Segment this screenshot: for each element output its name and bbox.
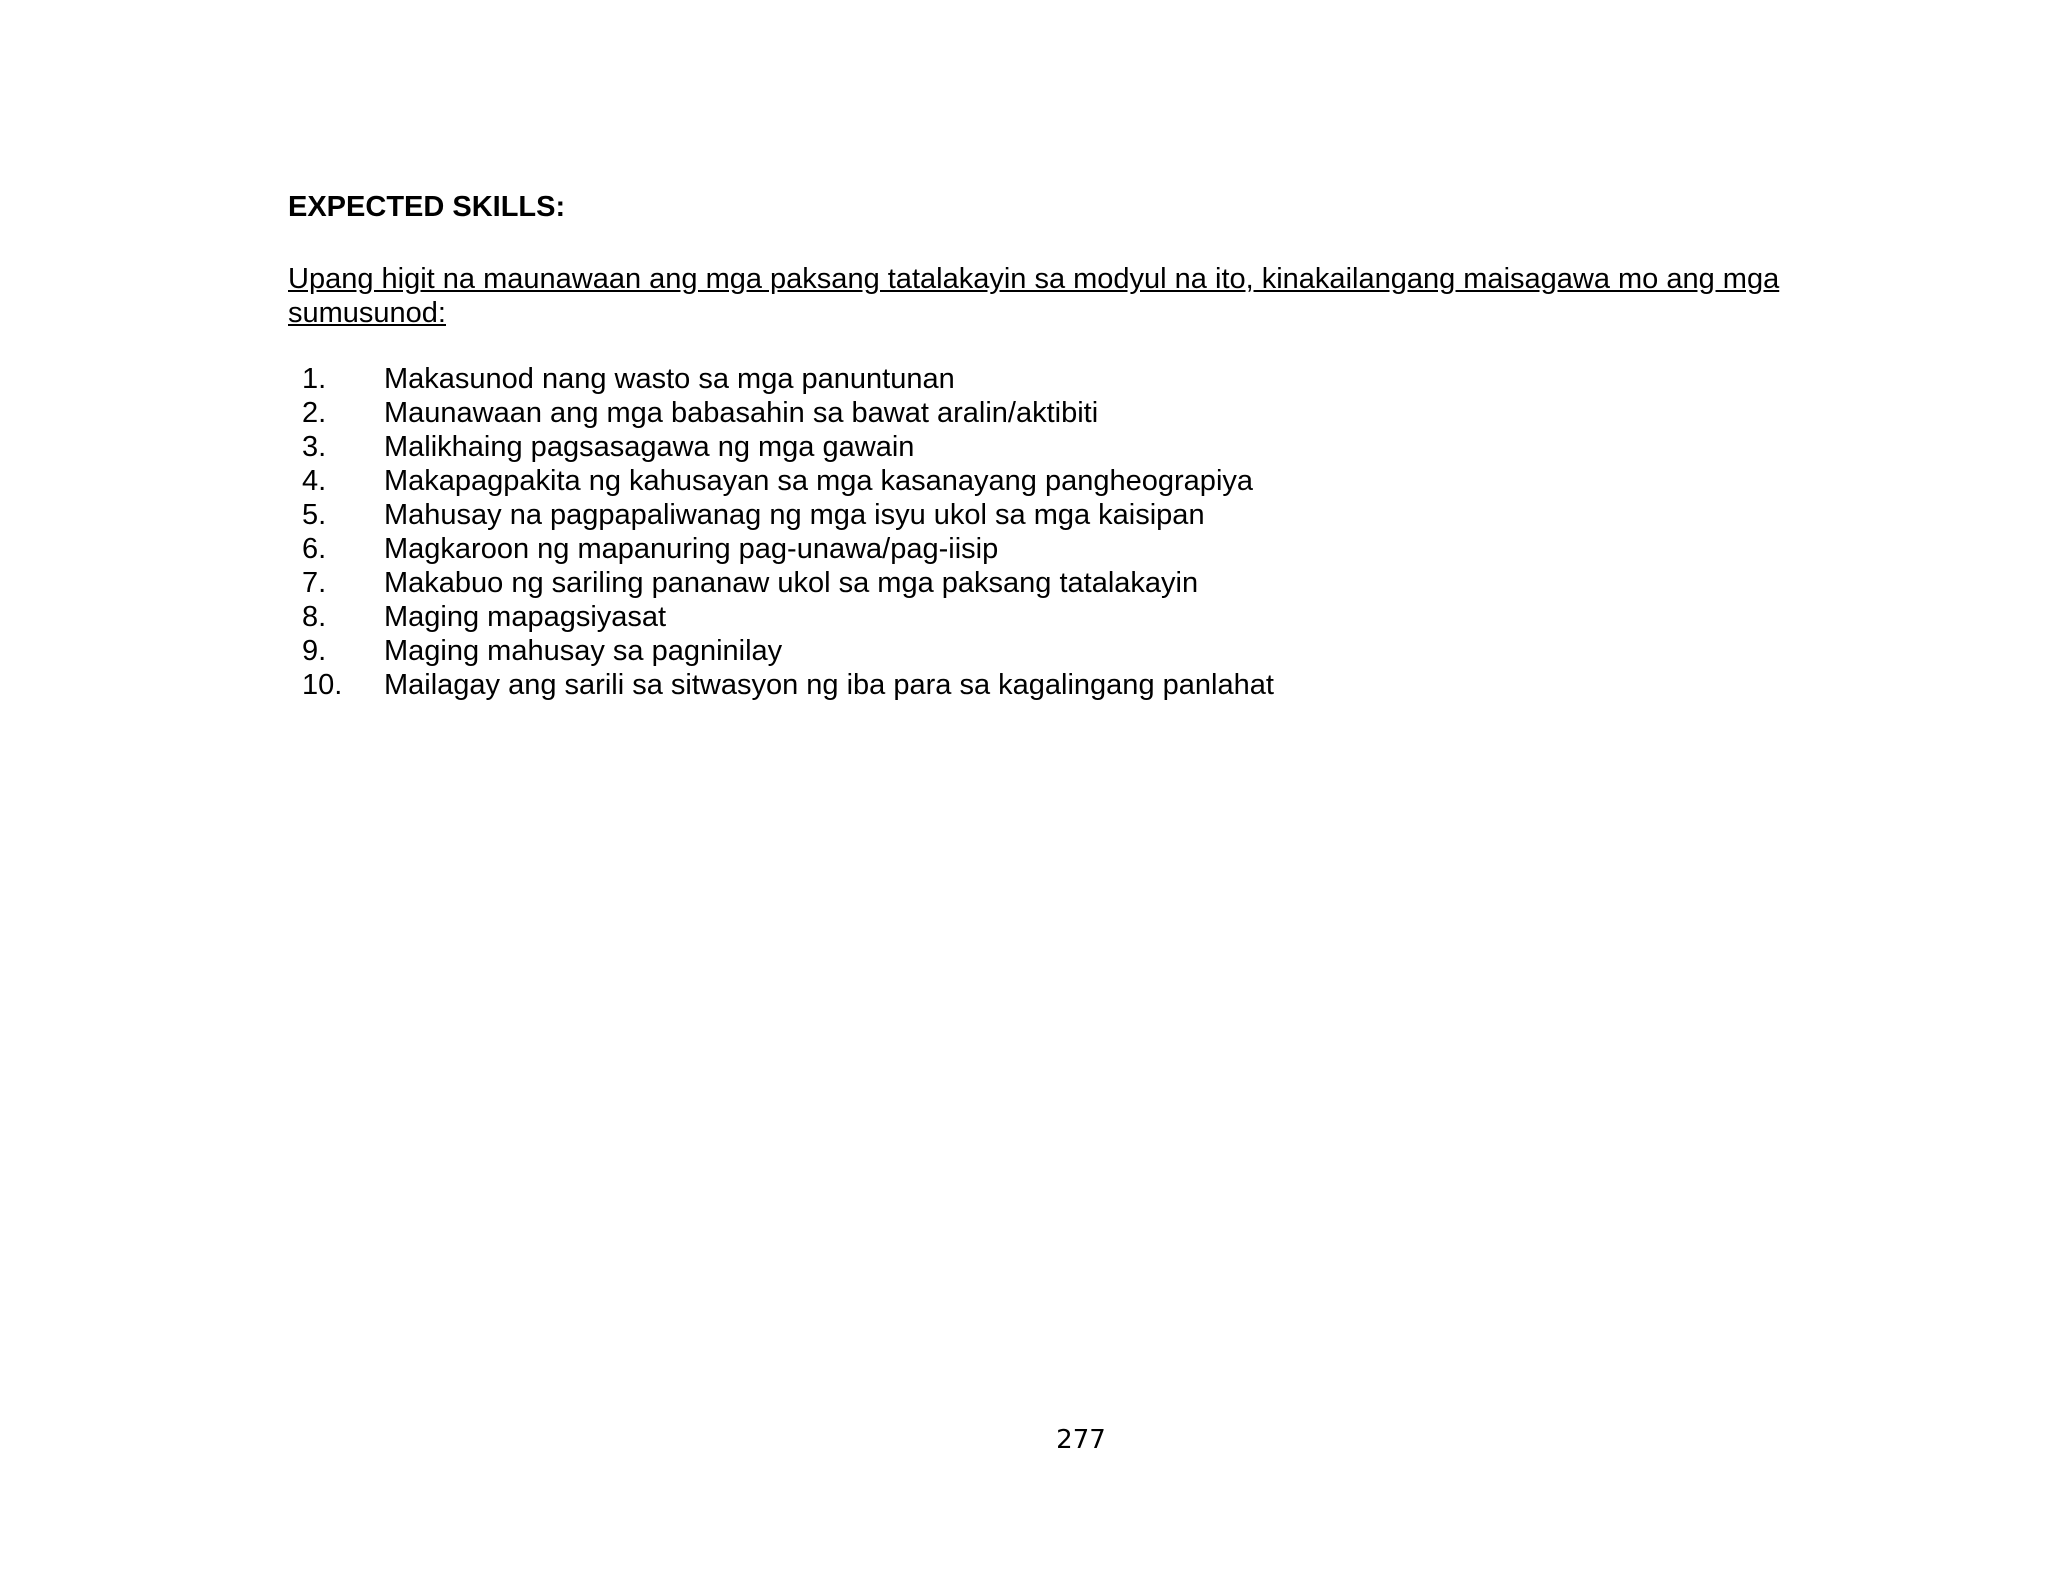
list-item-text: Mahusay na pagpapaliwanag ng mga isyu ukol sa mga kaisipan — [384, 499, 1205, 531]
list-item-text: Makasunod nang wasto sa mga panuntunan — [384, 363, 955, 395]
list-item — [288, 600, 1788, 634]
list-item-number: 3. — [302, 431, 327, 463]
list-item-number: 2. — [302, 397, 327, 429]
list-item-text: Mailagay ang sarili sa sitwasyon ng iba para sa kagalingang panlahat — [384, 669, 1274, 701]
list-item — [288, 668, 1788, 702]
list-item — [288, 430, 1788, 464]
list-item-number: 4. — [302, 465, 327, 497]
list-item-text: Magkaroon ng mapanuring pag-unawa/pag-iisip — [384, 533, 999, 565]
list-item — [288, 634, 1788, 668]
list-item — [288, 362, 1788, 396]
list-item-number: 8. — [302, 601, 327, 633]
skills-list — [288, 362, 1788, 702]
page-number: 277 — [1056, 1425, 1106, 1455]
list-item-number: 6. — [302, 533, 327, 565]
intro-paragraph: Upang higit na maunawaan ang mga paksang tatalakayin sa modyul na ito, kinakailangang maisagawa mo ang mga sumusunod: — [288, 263, 1780, 329]
list-item-number: 7. — [302, 567, 327, 599]
list-item — [288, 566, 1788, 600]
list-item — [288, 498, 1788, 532]
list-item-number: 10. — [302, 669, 343, 701]
section-heading: EXPECTED SKILLS: — [288, 191, 566, 223]
list-item-text: Malikhaing pagsasagawa ng mga gawain — [384, 431, 915, 463]
list-item — [288, 464, 1788, 498]
list-item-text: Maunawaan ang mga babasahin sa bawat aralin/aktibiti — [384, 397, 1099, 429]
list-item-text: Maging mapagsiyasat — [384, 601, 667, 633]
list-item-number: 1. — [302, 363, 327, 395]
list-item — [288, 532, 1788, 566]
list-item — [288, 396, 1788, 430]
list-item-text: Makapagpakita ng kahusayan sa mga kasanayang pangheograpiya — [384, 465, 1254, 497]
list-item-text: Maging mahusay sa pagninilay — [384, 635, 783, 667]
list-item-number: 5. — [302, 499, 327, 531]
list-item-number: 9. — [302, 635, 327, 667]
list-item-text: Makabuo ng sariling pananaw ukol sa mga paksang tatalakayin — [384, 567, 1199, 599]
